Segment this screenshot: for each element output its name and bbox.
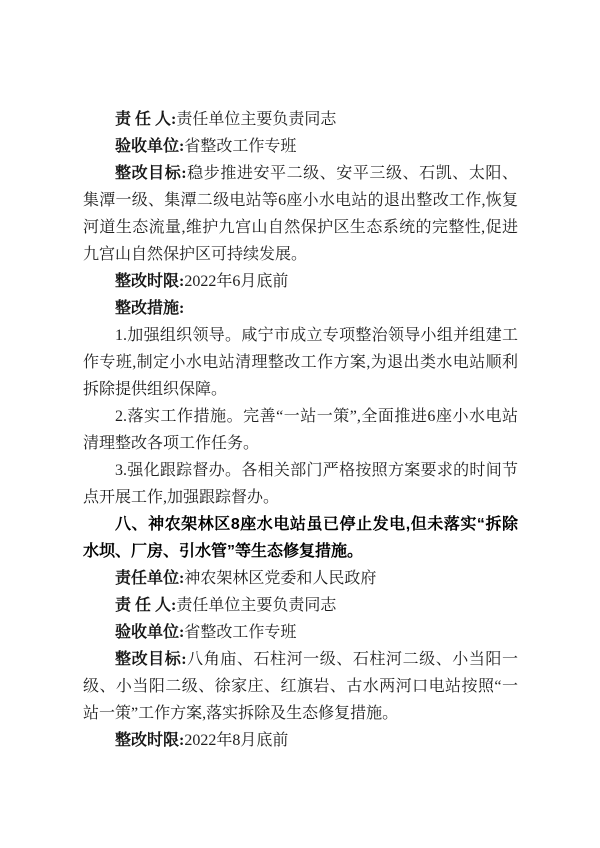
measure-item-3 xyxy=(83,457,518,511)
field-rectification-goal xyxy=(83,646,518,727)
field-acceptance-unit xyxy=(83,133,518,160)
section-heading-text: 八、神农架林区8座水电站虽已停止发电,但未落实“拆除水坝、厂房、引水管”等生态修复措施。 xyxy=(83,516,518,560)
field-label: 责任单位: xyxy=(115,570,185,587)
body-text: 3.强化跟踪督办。各相关部门严格按照方案要求的时间节点开展工作,加强跟踪督办。 xyxy=(83,462,518,506)
field-label: 验收单位: xyxy=(115,624,185,641)
field-responsible-person xyxy=(83,592,518,619)
field-value: 省整改工作专班 xyxy=(184,138,297,155)
measure-item-1 xyxy=(83,322,518,403)
measure-item-2 xyxy=(83,403,518,457)
field-acceptance-unit xyxy=(83,619,518,646)
field-label: 整改时限: xyxy=(115,273,185,290)
field-responsible-unit xyxy=(83,565,518,592)
field-label: 整改时限: xyxy=(115,732,185,749)
body-text: 1.加强组织领导。咸宁市成立专项整治领导小组并组建工作专班,制定小水电站清理整改工作方案,为退出类水电站顺利拆除提供组织保障。 xyxy=(83,327,518,398)
body-text: 2.落实工作措施。完善“一站一策”,全面推进6座小水电站清理整改各项工作任务。 xyxy=(83,408,518,452)
field-rectification-goal xyxy=(83,160,518,268)
field-value: 稳步推进安平二级、安平三级、石凯、太阳、集潭一级、集潭二级电站等6座小水电站的退出整改工作,恢复河道生态流量,维护九宫山自然保护区生态系统的完整性,促进九宫山自然保护区可持续发展。 xyxy=(83,165,518,263)
field-rectification-measures xyxy=(83,295,518,322)
field-value: 2022年8月底前 xyxy=(184,732,289,749)
field-rectification-deadline xyxy=(83,727,518,754)
field-value: 省整改工作专班 xyxy=(184,624,297,641)
field-value: 八角庙、石柱河一级、石柱河二级、小当阳一级、小当阳二级、徐家庄、红旗岩、古水两河口电站按照“一站一策”工作方案,落实拆除及生态修复措施。 xyxy=(83,651,518,722)
section-heading-8 xyxy=(83,511,518,565)
field-responsible-person xyxy=(83,106,518,133)
field-label: 整改目标: xyxy=(115,651,187,668)
field-rectification-deadline xyxy=(83,268,518,295)
field-label: 验收单位: xyxy=(115,138,185,155)
field-label: 整改措施: xyxy=(115,300,185,317)
field-label: 整改目标: xyxy=(115,165,187,182)
field-value: 责任单位主要负责同志 xyxy=(176,111,337,128)
field-label: 责 任 人: xyxy=(115,111,177,128)
document-body xyxy=(83,106,518,754)
field-value: 责任单位主要负责同志 xyxy=(176,597,337,614)
field-value: 神农架林区党委和人民政府 xyxy=(184,570,377,587)
field-value: 2022年6月底前 xyxy=(184,273,289,290)
field-label: 责 任 人: xyxy=(115,597,177,614)
